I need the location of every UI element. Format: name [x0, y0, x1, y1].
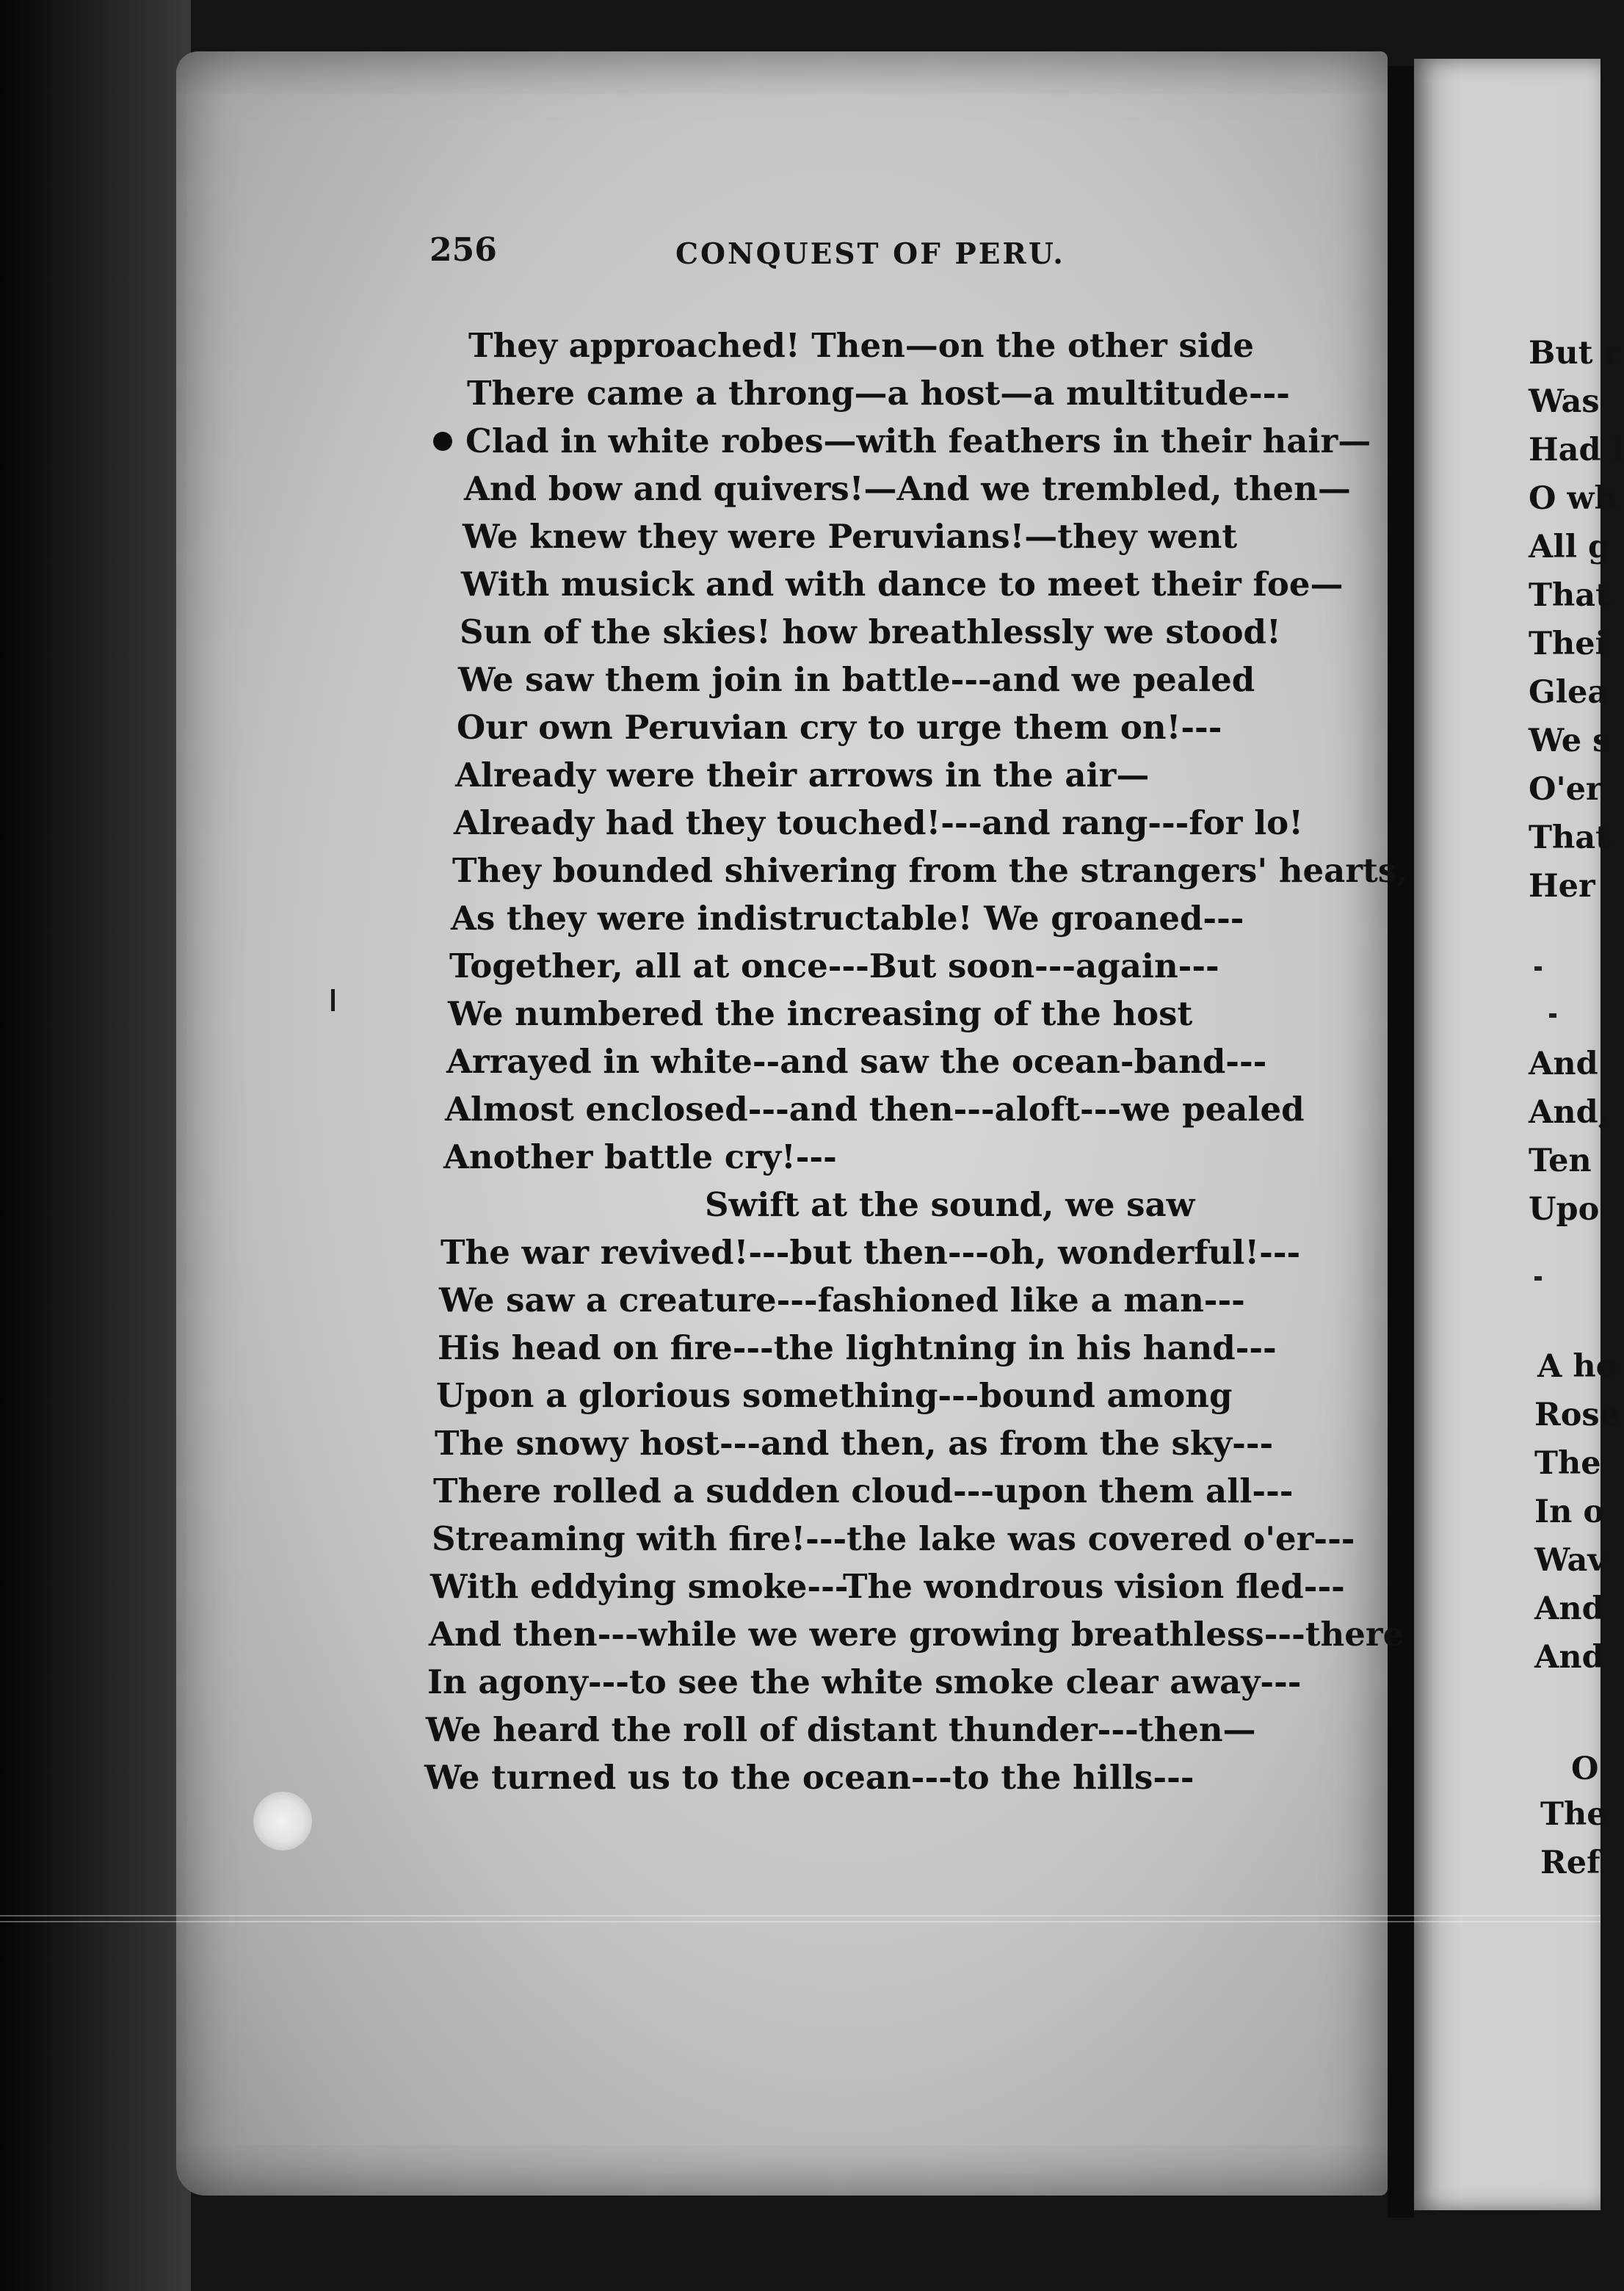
scan-line — [0, 1915, 1601, 1917]
facing-dash — [1534, 966, 1542, 971]
facing-line: The — [1540, 1796, 1607, 1833]
verse-line: And bow and quivers!—And we trembled, then— — [464, 469, 1351, 508]
facing-line: Ten — [1529, 1143, 1592, 1179]
facing-line: And, — [1529, 1094, 1609, 1131]
facing-line: Her — [1529, 868, 1595, 905]
facing-page — [1414, 59, 1601, 2210]
verse-line: The snowy host---and then, as from the sky--- — [435, 1424, 1274, 1463]
scan-line — [0, 1921, 1601, 1922]
page-number: 256 — [429, 231, 497, 269]
verse-line: And then---while we were growing breathless---there — [429, 1615, 1404, 1654]
verse-line: As they were indistructable! We groaned--- — [451, 899, 1244, 938]
facing-dash — [1549, 1013, 1556, 1018]
verse-line: They bounded shivering from the strangers' hearts, — [452, 851, 1408, 890]
facing-line: Thei — [1529, 626, 1607, 662]
facing-line: That — [1529, 577, 1610, 614]
verse-line: In agony---to see the white smoke clear away--- — [427, 1662, 1302, 1701]
verse-line: The war revived!---but then---oh, wonderful!--- — [441, 1233, 1301, 1272]
facing-line: Was — [1529, 383, 1600, 420]
verse-line: With eddying smoke---The wondrous vision fled--- — [430, 1567, 1345, 1606]
facing-line: Wav — [1534, 1542, 1606, 1579]
verse-line: We saw a creature---fashioned like a man--- — [439, 1281, 1245, 1320]
facing-line: In o — [1534, 1494, 1605, 1530]
facing-line: Upo — [1529, 1191, 1600, 1228]
verse-line: We numbered the increasing of the host — [448, 994, 1193, 1033]
facing-dash — [1534, 1276, 1542, 1281]
verse-line: Almost enclosed---and then---aloft---we pealed — [445, 1090, 1305, 1129]
verse-line: Another battle cry!--- — [443, 1137, 837, 1176]
verse-line: Sun of the skies! how breathlessly we stood! — [460, 612, 1281, 651]
verse-line: Together, all at once---But soon---again--- — [449, 947, 1219, 985]
verse-line: Arrayed in white--and saw the ocean-band--- — [446, 1042, 1267, 1081]
verse-line: There came a throng—a host—a multitude--- — [467, 374, 1290, 413]
facing-line: A ho — [1537, 1348, 1617, 1385]
facing-line: The — [1534, 1445, 1601, 1482]
verse-line: Upon a glorious something---bound among — [436, 1376, 1233, 1415]
scan-left-edge — [0, 0, 191, 2291]
book-gutter — [1388, 66, 1414, 2218]
facing-line: O — [1571, 1751, 1599, 1787]
verse-line: We saw them join in battle---and we pealed — [458, 660, 1255, 699]
verse-line: Clad in white robes—with feathers in their hair— — [465, 421, 1371, 460]
verse-line: Swift at the sound, we saw — [705, 1185, 1195, 1224]
ink-blot — [433, 432, 452, 451]
facing-line: We s — [1529, 723, 1611, 759]
verse-line: Already had they touched!---and rang---for lo! — [454, 803, 1303, 842]
verse-line: We heard the roll of distant thunder---then— — [426, 1710, 1256, 1749]
facing-line: All g — [1529, 529, 1611, 565]
verse-line: We knew they were Peruvians!—they went — [463, 517, 1238, 556]
facing-line: O'er — [1529, 771, 1603, 808]
page-header — [429, 231, 1090, 275]
facing-line: And — [1529, 1046, 1598, 1082]
facing-line: And — [1534, 1639, 1604, 1676]
verse-line: His head on fire---the lightning in his hand--- — [438, 1328, 1277, 1367]
verse-line: They approached! Then—on the other side — [468, 326, 1255, 365]
verse-line: Already were their arrows in the air— — [455, 756, 1150, 795]
facing-line: Had l — [1529, 432, 1624, 468]
facing-line: But r — [1529, 335, 1621, 372]
running-head: CONQUEST OF PERU. — [675, 237, 1065, 271]
verse-line: With musick and with dance to meet their foe— — [461, 565, 1344, 604]
verse-line: We turned us to the ocean---to the hills--- — [424, 1758, 1195, 1797]
verse-line: Our own Peruvian cry to urge them on!--- — [457, 708, 1222, 747]
margin-mark — [331, 989, 335, 1011]
paper-stain — [253, 1792, 312, 1850]
facing-line: Glea — [1529, 674, 1609, 711]
facing-line: Ref — [1540, 1845, 1601, 1881]
facing-line: And — [1534, 1590, 1604, 1627]
verse-line: Streaming with fire!---the lake was covered o'er--- — [432, 1519, 1355, 1558]
facing-line: That — [1529, 819, 1610, 856]
facing-line: O wh — [1529, 480, 1617, 517]
facing-line: Rose — [1534, 1397, 1620, 1433]
verse-line: There rolled a sudden cloud---upon them all--- — [433, 1472, 1294, 1510]
